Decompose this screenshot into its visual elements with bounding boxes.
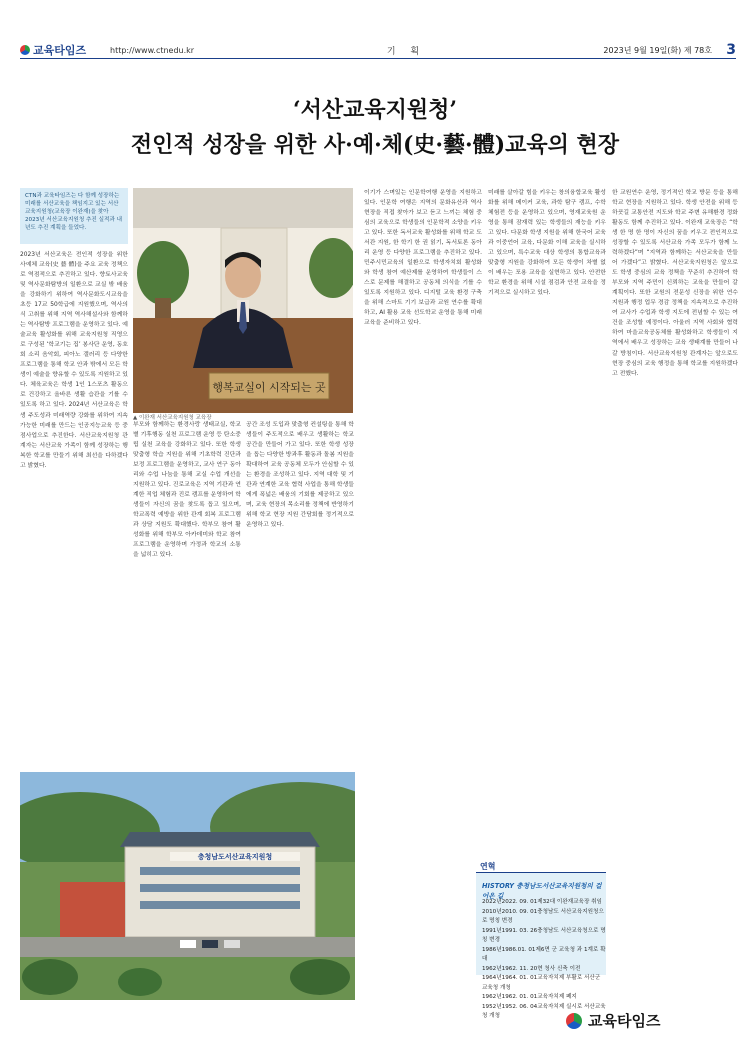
brand-mark-icon (20, 45, 30, 55)
ceiling (133, 188, 353, 228)
window-row-2 (140, 884, 300, 892)
side-building (60, 882, 125, 937)
article-column-3: 공간 조성 도입과 맞춤형 컨설팅을 통해 학생들이 주도적으로 배우고 생활하는 학교 공간을 만들어 가고 있다. 또한 학생 성장을 돕는 다양한 방과후 활동과 돌봄 지원을 확대하여 교육 공동체 모두가 안심할 수 있는 환경을 조성하고 있다. 지역 대학 및 기관과 연계한 교육 협력 사업을 통해 학생들에게 폭넓은 배움의 기회를 제공하고 있으며, 교육 현장의 목소리를 정책에 반영하기 위해 학교 현장 지원 간담회를 정기적으로 운영하고 있다. (246, 422, 354, 529)
history-item: 1962년1962. 11. 20현 청사 신축 이전 (482, 965, 581, 972)
brand-name: 교육타임즈 (33, 44, 87, 57)
history-label: 연혁 (480, 862, 496, 871)
building-sign: 충청남도서산교육지원청 (197, 853, 273, 861)
history-header-bar (476, 860, 606, 873)
article-column-1: 2023년 서산교육은 전인적 성장을 위한 사예체 교육(史 藝 體)을 주요 교육 정책으로 역점적으로 추진하고 있다. 향토사교육 및 역사문화탐방의 일환으로 교실 밖 배움을 강화하기 위하여 역사문화도시교육을 초등 17교 50학급에 지원했으며, 역사의식 고취를 위해 지역 역사해설사와 함께하는 역사탐방 프로그램을 운영하고 있다. 예술교육 활성화를 위해 교육지원청 직영으로 구성된 ‘학교기는 집’ 봉사단 운영, 동호회 소리 음악회, 피아노 갤러리 등 다양한 프로그램을 통해 학교 안과 밖에서 모든 학생이 예술을 향유할 수 있도록 지원하고 있다. 체육교육은 학생 1인 1스포츠 활동으로 건강하고 올바른 생활 습관을 기를 수 있도록 하고 있다. 2024년 서산교육은 학생 주도성과 미래역량 강화를 위하여 지속가능한 미래를 만드는 인공지능교육 등 중점사업으로 추진한다. 서산교육지원청 관계자는 서산교육 가족이 함께 성장하는 행복한 학교를 만들기 위해 최선을 다하겠다고 밝혔다. (20, 252, 128, 469)
footer-brand-mark-icon (566, 1013, 582, 1029)
plant-left-icon (137, 241, 189, 305)
window-row-1 (140, 867, 300, 875)
tree-1-icon (22, 959, 78, 995)
article-column-2: 부모와 함께하는 환경사랑 생태교실, 학교별 기후행동 실천 프로그램 운영 등 탄소중립 실천 교육을 강화하고 있다. 또한 학생 맞춤형 학습 지원을 위해 기초학력 진단과 보정 프로그램을 운영하고, 교사 연구 동아리와 수업 나눔을 통해 교실 수업 개선을 지원하고 있다. 진로교육은 지역 기관과 연계한 직업 체험과 진로 캠프를 운영하여 학생들이 자신의 꿈을 찾도록 돕고 있으며, 학교폭력 예방을 위한 관계 회복 프로그램과 상담 지원도 확대했다. 학부모 참여 활성화를 위해 학부모 아카데미와 학교 참여 프로그램을 운영하며 가정과 학교의 소통을 넓히고 있다. (133, 422, 241, 559)
history-item: 2010년2010. 09. 01충청남도 서산교육지원청으로 명칭 변경 (482, 908, 604, 924)
issue-date: 2023년 9월 19일(화) 제 78호 (603, 45, 712, 55)
article-column-5: 미래를 살아갈 힘을 키우는 창의융합교육 활성화를 위해 메이커 교육, 과학 탐구 캠프, 수학 체험전 등을 운영하고 있으며, 영재교육원 운영을 통해 잠재력 있는 학생들의 재능을 키우고 있다. 다문화 학생 지원을 위해 한국어 교육과 이중언어 교육, 다문화 이해 교육을 실시하고 있으며, 특수교육 대상 학생의 통합교육과 맞춤형 지원을 강화하여 모든 학생이 차별 없이 배우는 포용 교육을 실현하고 있다. 안전한 학교 환경을 위해 시설 점검과 안전 교육을 정기적으로 실시하고 있다. (488, 190, 606, 297)
school-illustration (20, 772, 355, 1000)
lead-box: CTN과 교육타임즈는 다 함께 성장하는 미래를 서산교육을 책임지고 있는 서산교육지원청(교육장 이완재)을 찾아 2023년 서산교육지원청 추진 실적과 내년도 추진 계획을 들었다. (20, 188, 128, 244)
history-list (482, 898, 606, 1022)
history-item: 2022년2022. 09. 01제32대 이완재교육장 취임 (482, 899, 602, 905)
photo-caption: ▲ 이완재 서산교육지원청 교육장 (133, 415, 212, 421)
car-3-icon (224, 940, 240, 948)
headline-kicker: ‘서산교육지원청’ (292, 97, 458, 123)
footer-brand-name: 교육타임즈 (588, 1012, 661, 1030)
history-item: 1962년1962. 01. 01교육자치제 폐지 (482, 994, 577, 1000)
desk-sign-text: 행복교실이 시작되는 곳 (212, 381, 326, 394)
header-divider (20, 58, 736, 59)
building-roof (120, 832, 320, 847)
site-url: http://www.ctnedu.kr (110, 45, 195, 55)
history-item: 1964년1964. 01. 01교육자치제 부활로 서산군 교육청 개청 (482, 975, 601, 991)
page-number: 3 (726, 42, 736, 58)
portrait-illustration (133, 188, 353, 413)
history-item: 1952년1952. 06. 04교육자치제 실시로 서산교육청 개청 (482, 1003, 606, 1019)
window-row-3 (140, 901, 300, 909)
article-column-6: 한 교원연수 운영, 정기적인 학교 방문 등을 통해 학교 현장을 지원하고 있다. 학생 안전을 위해 등하굣길 교통안전 지도와 학교 주변 유해환경 정화 활동도 함께 추진하고 있다. 이완재 교육장은 “학생 한 명 한 명이 자신의 꿈을 키우고 전인적으로 성장할 수 있도록 서산교육 가족 모두가 함께 노력하겠다”며 “지역과 함께하는 서산교육을 만들어 가겠다”고 밝혔다. 서산교육지원청은 앞으로도 학생 중심의 교육 정책을 꾸준히 추진하여 학부모와 지역 주민이 신뢰하는 교육을 만들어 갈 계획이다. 또한 교원의 전문성 신장을 위한 연수 지원과 행정 업무 경감 정책을 지속적으로 추진하여 교사가 수업과 학생 지도에 전념할 수 있는 여건을 조성할 예정이다. 아울러 지역 사회와 협력하여 마을교육공동체를 활성화하고 학생들이 지역에서 배우고 성장하는 교육 생태계를 만들어 나갈 방침이다. 서산교육지원청 관계자는 앞으로도 현장 중심의 교육 행정을 통해 학교를 지원하겠다고 전했다. (612, 190, 738, 377)
history-item: 1986년1986.01. 01제6면 군 교육청 과 1계로 확대 (482, 946, 606, 962)
section-label: 기 획 (386, 46, 426, 57)
car-2-icon (202, 940, 218, 948)
tree-3-icon (290, 959, 350, 995)
car-1-icon (180, 940, 196, 948)
article-column-4: 이기가 스며있는 인문학여행 운영을 지원하고 있다. 인문학 여행은 지역의 문화유산과 역사 현장을 직접 찾아가 보고 듣고 느끼는 체험 중심의 교육으로 학생들의 인문학적 소양을 키우고 있다. 또한 독서교육 활성화를 위해 학교 도서관 지원, 한 학기 한 권 읽기, 독서토론 동아리 운영 등 다양한 프로그램을 추진하고 있다. 민주시민교육의 일환으로 학생자치회 활성화와 학생 참여 예산제를 운영하여 학생들이 스스로 문제를 해결하고 공동체 의식을 기를 수 있도록 지원하고 있다. 디지털 교육 환경 구축을 위해 스마트 기기 보급과 교원 연수를 확대하고, AI 활용 교육 선도학교 운영을 통해 미래 교육을 준비하고 있다. (364, 190, 482, 327)
tree-2-icon (118, 968, 162, 996)
portrait-photo (133, 188, 353, 413)
history-item: 1991년1991. 03. 26충청남도 서산교육청으로 명칭 변경 (482, 927, 606, 943)
school-building-photo (20, 772, 355, 1000)
headline-main: 전인적 성장을 위한 사·예·체(史·藝·體)교육의 현장 (130, 132, 620, 158)
brand-logo (20, 42, 110, 58)
footer-logo (566, 1010, 660, 1031)
page-header (20, 42, 736, 58)
history-title: HISTORY 충청남도서산교육지원청의 걸어온 길 (482, 882, 602, 900)
